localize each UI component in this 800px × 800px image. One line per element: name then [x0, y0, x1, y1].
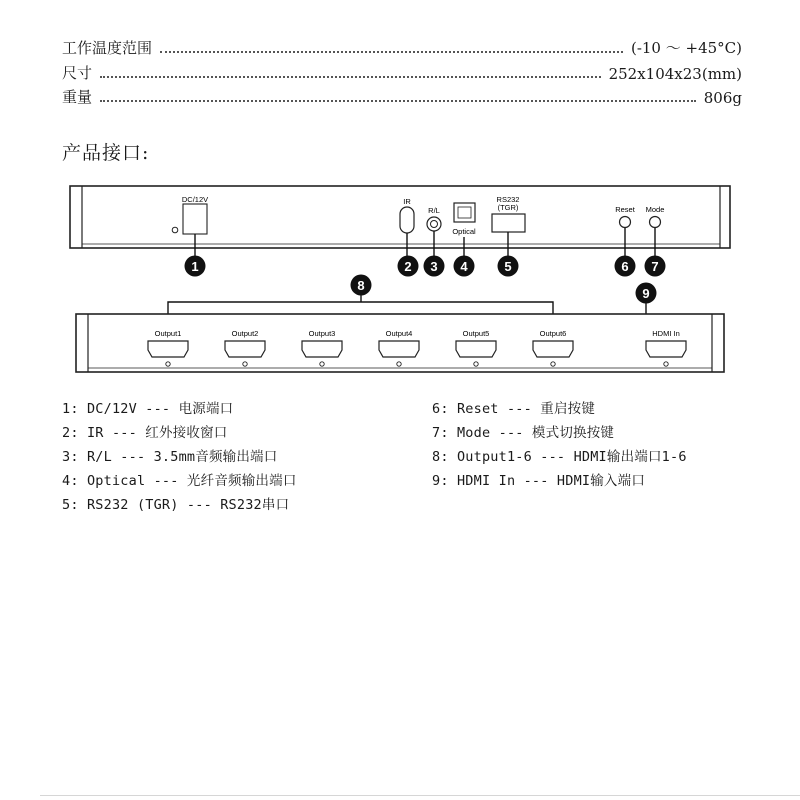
rs232-port — [492, 214, 525, 232]
reset-button — [620, 217, 631, 228]
ir-receiver-window — [400, 207, 414, 233]
callout-number: 1 — [191, 259, 199, 274]
callout-number: 2 — [404, 259, 412, 274]
output-label: Output2 — [231, 329, 259, 338]
front-callouts — [185, 256, 666, 277]
callout-number: 3 — [430, 259, 438, 274]
output-label: Output1 — [154, 329, 182, 338]
mode-button — [650, 217, 661, 228]
callout-number: 6 — [621, 259, 629, 274]
legend-item-1: 1: DC/12V --- 电源端口 — [62, 401, 234, 417]
spec-value: (-10 ～ +45°C) — [630, 39, 742, 57]
section-heading: 产品接口: — [62, 142, 150, 164]
legend-item-4: 4: Optical --- 光纤音频输出端口 — [62, 473, 297, 489]
spec-label: 工作温度范围 — [62, 39, 153, 57]
power-led — [172, 227, 178, 233]
front-panel — [70, 186, 730, 248]
optical-label: Optical — [452, 227, 476, 236]
status-led — [166, 362, 170, 366]
optical-port-inner — [458, 207, 471, 218]
output-label: Output4 — [385, 329, 413, 338]
callout-number: 9 — [642, 286, 650, 301]
spec-label: 尺寸 — [62, 64, 93, 82]
legend-item-9: 9: HDMI In --- HDMI输入端口 — [432, 473, 646, 489]
legend-item-6: 6: Reset --- 重启按键 — [432, 401, 596, 417]
callout-number: 8 — [357, 278, 365, 293]
status-led — [664, 362, 668, 366]
callout-number: 7 — [651, 259, 659, 274]
audio-jack-inner — [431, 221, 438, 228]
hdmi-port-icon — [148, 341, 188, 357]
output-label: Output6 — [539, 329, 567, 338]
mode-label: Mode — [645, 205, 665, 214]
rs232-label: RS232 — [496, 195, 520, 204]
rs232-sub-label: (TGR) — [497, 203, 519, 212]
hdmi-port-icon — [456, 341, 496, 357]
rl-label: R/L — [428, 206, 440, 215]
legend-item-8: 8: Output1-6 --- HDMI输出端口1-6 — [432, 449, 687, 465]
legend-item-5: 5: RS232 (TGR) --- RS232串口 — [62, 497, 290, 513]
hdmi-port-icon — [379, 341, 419, 357]
spec-value: 806g — [703, 89, 742, 107]
hdmi-port-icon — [533, 341, 573, 357]
dc-label: DC/12V — [181, 195, 209, 204]
spec-label: 重量 — [62, 88, 93, 106]
callout-number: 4 — [460, 259, 468, 274]
callout-number: 5 — [504, 259, 512, 274]
legend-item-3: 3: R/L --- 3.5mm音频输出端口 — [62, 449, 278, 465]
spec-value: 252x104x23(mm) — [608, 65, 742, 83]
hdmi-port-icon — [225, 341, 265, 357]
hdmi-port-icon — [302, 341, 342, 357]
output-label: Output5 — [462, 329, 490, 338]
status-led — [551, 362, 555, 366]
ir-label: IR — [403, 197, 411, 206]
legend-item-7: 7: Mode --- 模式切换按键 — [432, 425, 615, 441]
legend-item-2: 2: IR --- 红外接收窗口 — [62, 425, 228, 441]
reset-label: Reset — [615, 205, 635, 214]
output-label: Output3 — [308, 329, 336, 338]
hdmi-port-icon — [646, 341, 686, 357]
status-led — [474, 362, 478, 366]
hdmi-in-label: HDMI In — [652, 329, 680, 338]
status-led — [243, 362, 247, 366]
status-led — [397, 362, 401, 366]
page-bottom-edge — [40, 795, 800, 796]
dc-power-jack — [183, 204, 207, 234]
status-led — [320, 362, 324, 366]
